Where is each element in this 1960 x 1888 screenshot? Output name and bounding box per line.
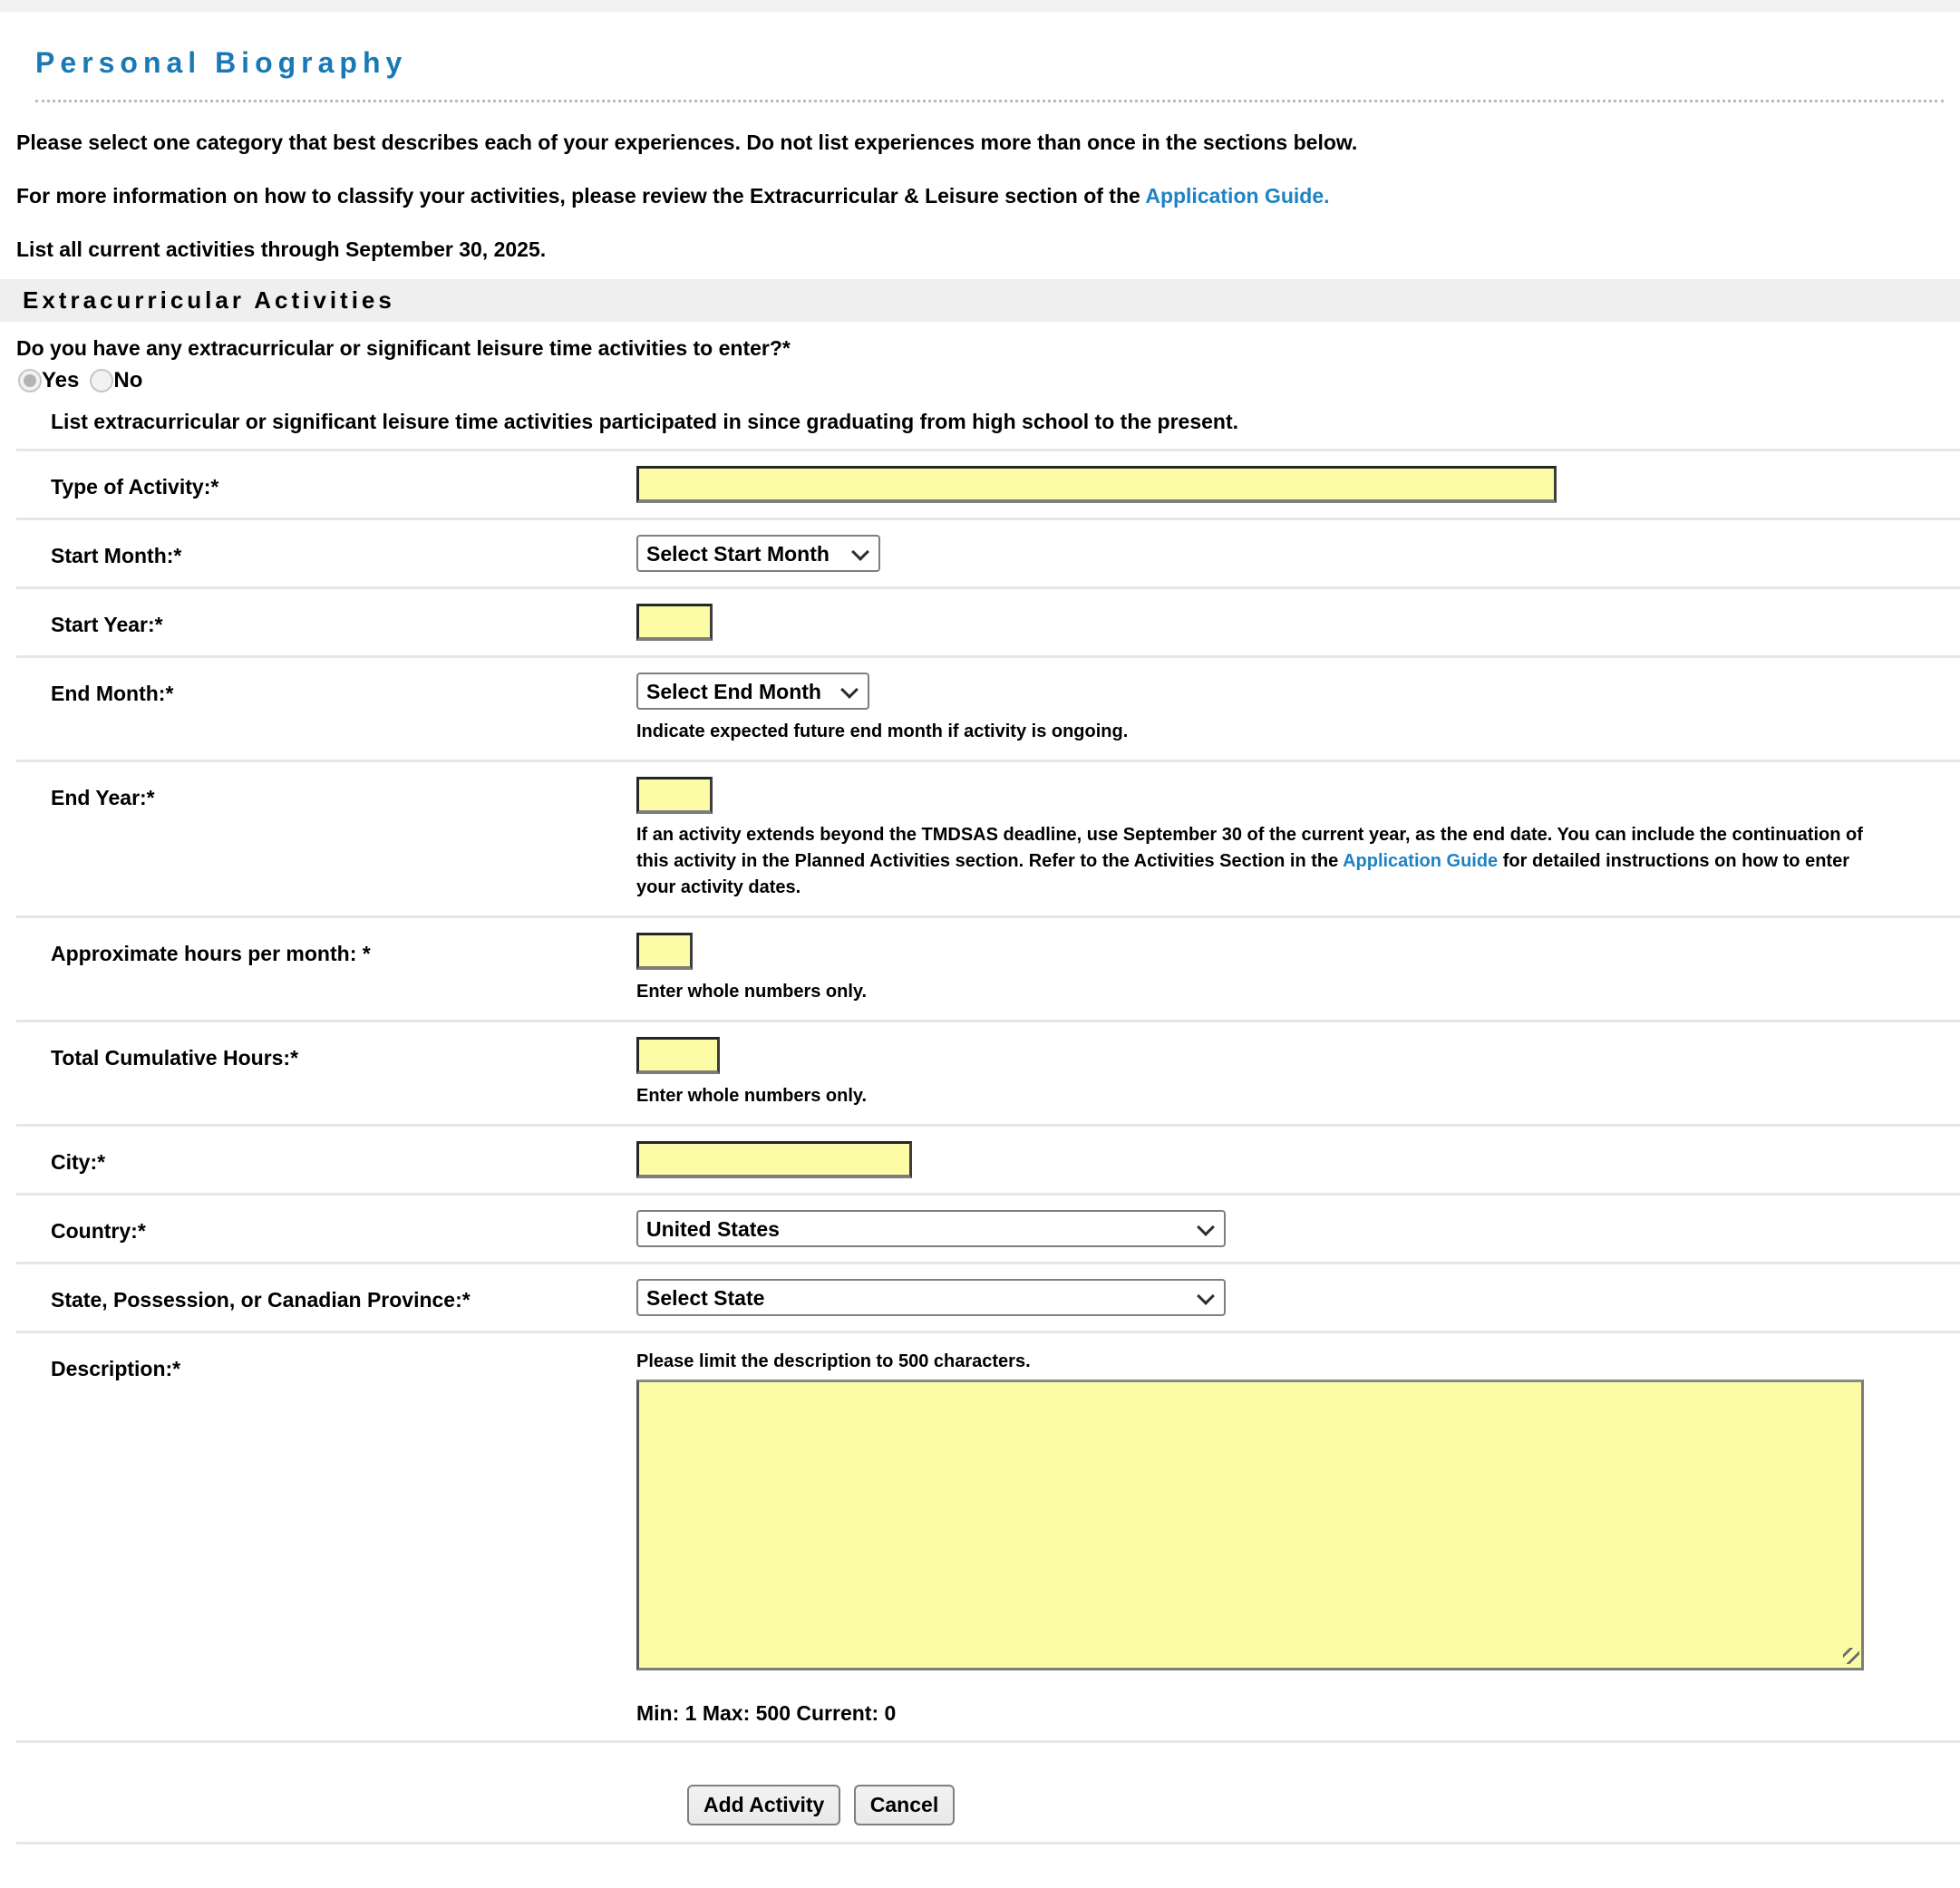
application-guide-link[interactable]: Application Guide [1343,851,1499,871]
top-strip [0,0,1960,12]
question-text: Do you have any extracurricular or significant leisure time activities to enter?* [16,336,791,360]
row-cumulative-hours [16,1020,1960,1124]
instruction-text: List extracurricular or significant leisure time activities participated in since graduating from high school to the present. [51,410,1239,433]
helper-end-month: Indicate expected future end month if activity is ongoing. [636,721,1129,741]
helper-description-limit: Please limit the description to 500 characters. [636,1351,1031,1371]
field-label-start-year: Start Year:* [51,613,163,636]
activity-form [0,449,1960,1844]
intro-paragraph-1: Please select one category that best describes each of your experiences. Do not list experiences more than once in the sections below. [16,131,1358,154]
field-label-country: Country:* [51,1219,146,1243]
hours-per-month-input[interactable] [636,933,693,970]
description-counter: Min: 1 Max: 500 Current: 0 [636,1701,897,1725]
state-select[interactable] [636,1279,1226,1316]
city-input[interactable] [636,1141,912,1178]
field-label-description: Description:* [51,1357,181,1380]
row-state [16,1262,1960,1331]
field-label-city: City:* [51,1150,106,1174]
helper-cumulative-hours: Enter whole numbers only. [636,1086,868,1106]
description-textarea[interactable] [636,1380,1864,1670]
end-month-select[interactable] [636,673,869,710]
cancel-button[interactable]: Cancel [854,1785,955,1825]
section-header-extracurricular: Extracurricular Activities [0,279,1960,322]
field-label-end-year: End Year:* [51,786,155,809]
row-end-month [16,655,1960,760]
field-label-cumulative-hours: Total Cumulative Hours:* [51,1046,299,1070]
row-start-month [16,518,1960,586]
field-label-state: State, Possession, or Canadian Province:* [51,1288,471,1312]
page-title: Personal Biography [35,46,1944,102]
row-description [16,1331,1960,1740]
row-end-year [16,760,1960,915]
radio-no[interactable] [90,369,113,392]
country-select[interactable] [636,1210,1226,1247]
radio-yes[interactable] [18,369,42,392]
field-label-end-month: End Month:* [51,682,174,705]
field-label-type-of-activity: Type of Activity:* [51,475,219,499]
helper-end-year-text-suffix: for detailed instructions on how to enter your activity dates. [636,851,1849,897]
type-of-activity-input[interactable] [636,466,1557,503]
helper-end-year [636,822,1869,901]
field-label-start-month: Start Month:* [51,544,182,567]
cumulative-hours-input[interactable] [636,1037,720,1074]
helper-end-year-text: If an activity extends beyond the TMDSAS deadline, use September 30 of the current year, as the end date. You can include the continuation of this activity in the Planned Activities section. Refer to the Activities Section in the [636,825,1863,871]
helper-hours-per-month: Enter whole numbers only. [636,982,868,1002]
start-month-select[interactable] [636,535,880,572]
form-actions [16,1740,1960,1842]
row-country [16,1193,1960,1262]
add-activity-button[interactable]: Add Activity [687,1785,840,1825]
row-city [16,1124,1960,1193]
intro-paragraph-2 [16,183,1944,209]
application-guide-link[interactable]: Application Guide. [1145,184,1330,208]
intro-paragraph-3: List all current activities through September 30, 2025. [16,237,547,261]
intro-section [0,130,1960,263]
bottom-separator [16,1842,1960,1844]
row-type-of-activity [16,449,1960,518]
row-start-year [16,586,1960,655]
intro-paragraph-2-text: For more information on how to classify your activities, please review the Extracurricular & Leisure section of the [16,184,1146,208]
end-year-input[interactable] [636,777,713,814]
radio-yes-label[interactable]: Yes [42,368,80,392]
radio-no-label[interactable]: No [113,368,143,392]
row-hours-per-month [16,915,1960,1020]
radio-group-has-activities [18,368,1944,393]
field-label-hours-per-month: Approximate hours per month: * [51,942,371,965]
start-year-input[interactable] [636,604,713,641]
